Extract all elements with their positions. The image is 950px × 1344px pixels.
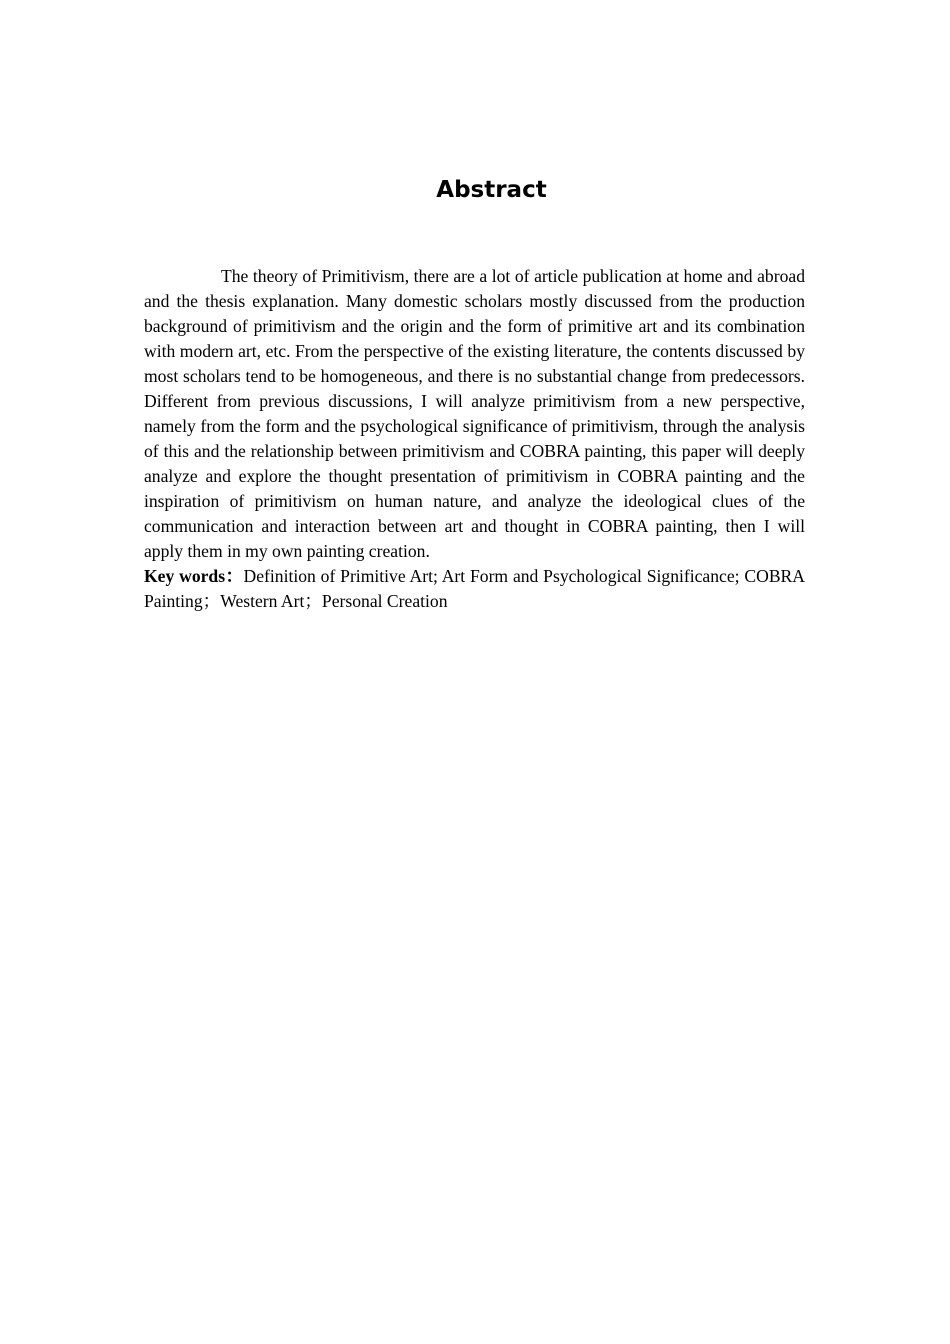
abstract-paragraph: The theory of Primitivism, there are a lot of article publication at home and abroad and the thesis explanation. Many domestic scholars mostly discussed from the production background of primitivism and the origin and the form of primitive art and its combination with modern art, etc. From the perspective of the existing literature, the contents discussed by most scholars tend to be homogeneous, and there is no substantial change from predecessors. Different from previous discussions, I will analyze primitivism from a new perspective, namely from the form and the psychological significance of primitivism, through the analysis of this and the relationship between primitivism and COBRA painting, this paper will deeply analyze and explore the thought presentation of primitivism in COBRA painting and the inspiration of primitivism on human nature, and analyze the ideological clues of the communication and interaction between art and thought in COBRA painting, then I will apply them in my own painting creation. (144, 266, 805, 561)
abstract-body (144, 264, 805, 614)
keywords-text: Definition of Primitive Art; Art Form and Psychological Significance; COBRA Painting；Western Art；Personal Creation (144, 566, 805, 611)
page-title: Abstract (436, 177, 547, 203)
keywords-line (144, 564, 805, 614)
keywords-label: Key words： (144, 566, 244, 586)
